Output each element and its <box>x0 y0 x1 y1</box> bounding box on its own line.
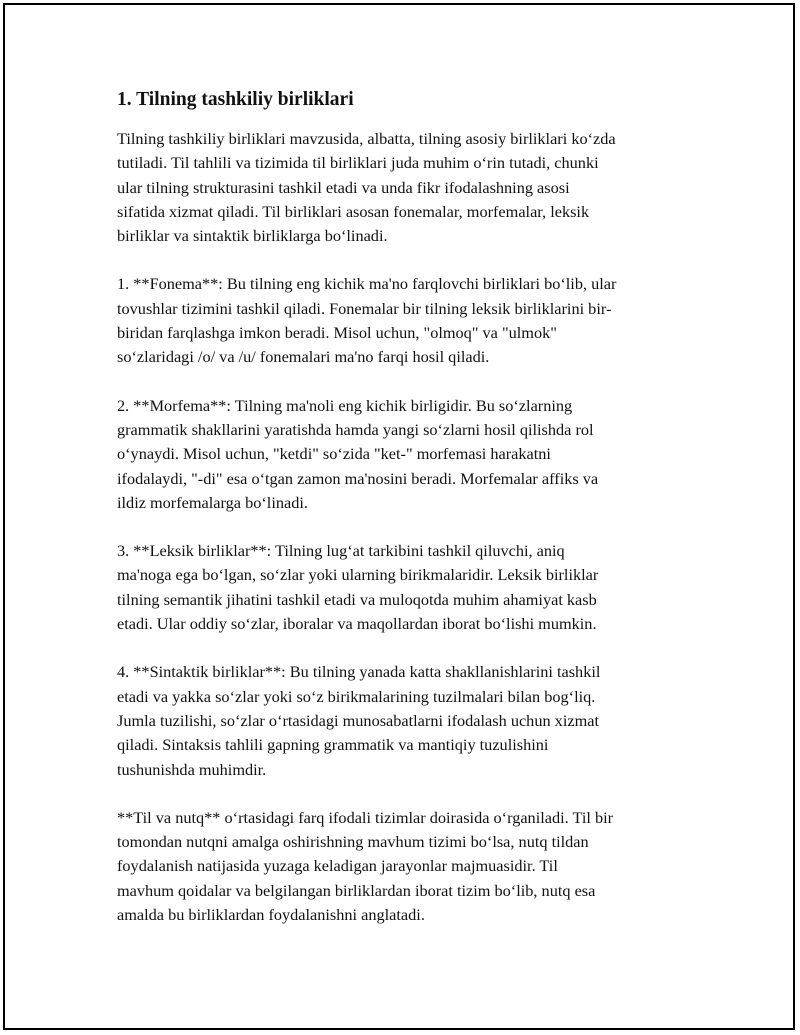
text-line: 4. **Sintaktik birliklar**: Bu tilning yanada katta shakllanishlarini tashkil <box>117 662 601 682</box>
intro-paragraph <box>117 127 687 248</box>
text-line: etadi. Ular oddiy so‘zlar, iboralar va maqollardan iborat bo‘lishi mumkin. <box>117 614 597 634</box>
text-line: tovushlar tizimini tashkil qiladi. Fonemalar bir tilning leksik birliklarini bir- <box>117 298 612 318</box>
text-line: foydalanish natijasida yuzaga keladigan jarayonlar majmuasidir. Til <box>117 856 558 876</box>
text-line: qiladi. Sintaksis tahlili gapning grammatik va mantiqiy tuzulishini <box>117 735 549 755</box>
text-line: biridan farqlashga imkon beradi. Misol uchun, "olmoq" va "ulmok" <box>117 323 557 343</box>
text-line: ma'noga ega bo‘lgan, so‘zlar yoki ularning birikmalaridir. Leksik birliklar <box>117 565 599 585</box>
text-line: 2. **Morfema**: Tilning ma'noli eng kichik birligidir. Bu so‘zlarning <box>117 395 573 415</box>
text-line: tilning semantik jihatini tashkil etadi va muloqotda muhim ahamiyat kasb <box>117 589 597 609</box>
text-line: Jumla tuzilishi, so‘zlar o‘rtasidagi munosabatlarni ifodalash uchun xizmat <box>117 710 599 730</box>
text-line: so‘zlaridagi /o/ va /u/ fonemalari ma'no farqi hosil qiladi. <box>117 347 490 367</box>
text-line: etadi va yakka so‘zlar yoki so‘z birikmalarining tuzilmalari bilan bog‘liq. <box>117 686 596 706</box>
fonema-paragraph <box>117 272 687 369</box>
text-line: ular tilning strukturasini tashkil etadi va unda fikr ifodalashning asosi <box>117 177 570 197</box>
text-line: 1. **Fonema**: Bu tilning eng kichik ma'no farqlovchi birliklari bo‘lib, ular <box>117 274 617 294</box>
text-line: birliklar va sintaktik birliklarga bo‘linadi. <box>117 226 388 246</box>
document-title: 1. Tilning tashkiliy birliklari <box>117 89 354 110</box>
text-line: tushunishda muhimdir. <box>117 759 267 779</box>
text-line: o‘ynaydi. Misol uchun, "ketdi" so‘zida "ket-" morfemasi harakatni <box>117 444 551 464</box>
text-line: ifodalaydi, "-di" esa o‘tgan zamon ma'nosini beradi. Morfemalar affiks va <box>117 468 599 488</box>
text-line: ildiz morfemalarga bo‘linadi. <box>117 492 308 512</box>
text-line: tutiladi. Til tahlili va tizimida til birliklari juda muhim o‘rin tutadi, chunki <box>117 153 599 173</box>
text-line: sifatida xizmat qiladi. Til birliklari asosan fonemalar, morfemalar, leksik <box>117 201 590 221</box>
document-body <box>117 88 687 951</box>
text-line: **Til va nutq** o‘rtasidagi farq ifodali tizimlar doirasida o‘rganiladi. Til bir <box>117 807 614 827</box>
leksik-paragraph <box>117 539 687 636</box>
til-nutq-paragraph <box>117 806 687 927</box>
text-line: amalda bu birliklardan foydalanishni anglatadi. <box>117 905 425 925</box>
text-line: mavhum qoidalar va belgilangan birliklardan iborat tizim bo‘lib, nutq esa <box>117 880 596 900</box>
text-line: 3. **Leksik birliklar**: Tilning lug‘at tarkibini tashkil qiluvchi, aniq <box>117 541 565 561</box>
text-line: Tilning tashkiliy birliklari mavzusida, albatta, tilning asosiy birliklari ko‘zda <box>117 129 616 148</box>
morfema-paragraph <box>117 394 687 515</box>
text-line: grammatik shakllarini yaratishda hamda yangi so‘zlarni hosil qilishda rol <box>117 419 594 439</box>
text-line: tomondan nutqni amalga oshirishning mavhum tizimi bo‘lsa, nutq tildan <box>117 832 589 852</box>
sintaktik-paragraph <box>117 660 687 781</box>
